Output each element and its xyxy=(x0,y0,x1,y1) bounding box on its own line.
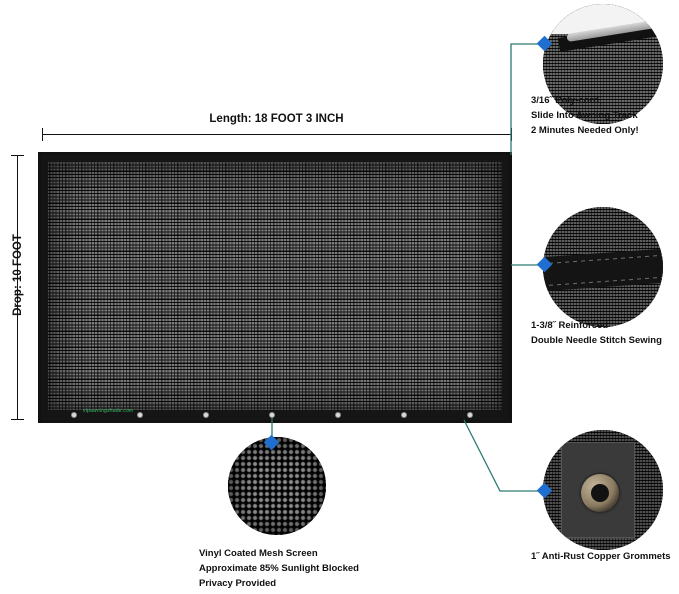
callout-photo-mesh xyxy=(228,437,326,535)
callout-photo-grommet xyxy=(543,430,663,550)
panel-edge-top xyxy=(41,155,509,162)
length-dimension-line xyxy=(42,134,512,135)
callout-caption-grommet xyxy=(531,549,671,564)
callout-caption-line: 3/16˝ Poly-cord, xyxy=(531,95,602,106)
length-dimension-cap-right xyxy=(511,128,512,141)
callout-caption-stitching xyxy=(531,318,662,348)
grommet-marker xyxy=(401,412,407,418)
grommet-marker xyxy=(467,412,473,418)
callout-caption-mesh xyxy=(199,546,359,591)
grommet-marker xyxy=(137,412,143,418)
callout-caption-line: Vinyl Coated Mesh Screen xyxy=(199,548,318,559)
callout-caption-line: Privacy Provided xyxy=(199,578,277,589)
length-dimension-label: Length: 18 FOOT 3 INCH xyxy=(209,113,344,125)
callout-caption-line: Double Needle Stitch Sewing xyxy=(531,335,662,346)
copper-grommet-ring xyxy=(581,474,619,512)
grommet-marker xyxy=(269,412,275,418)
callout-caption-line: Approximate 85% Sunlight Blocked xyxy=(199,563,359,574)
callout-photo-stitching xyxy=(543,207,663,327)
callout-caption-line: 1˝ Anti-Rust Copper Grommets xyxy=(531,551,671,562)
callout-caption-line: 2 Minutes Needed Only! xyxy=(531,125,639,136)
panel-edge-right xyxy=(502,155,509,420)
callout-caption-line: 1-3/8˝ Reinforced xyxy=(531,320,609,331)
drop-dimension-label: Drop: 10 FOOT xyxy=(12,234,24,316)
awning-shade-panel xyxy=(38,152,512,423)
drop-dimension-cap-bottom xyxy=(11,419,24,420)
length-dimension-cap-left xyxy=(42,128,43,141)
callout-caption-line: Slide Into Awning Track xyxy=(531,110,638,121)
mesh-closeup-texture xyxy=(228,437,326,535)
grommet-hole xyxy=(591,484,609,502)
mesh-fabric-texture xyxy=(46,160,504,415)
callout-caption-polycord xyxy=(531,93,639,138)
grommet-marker xyxy=(203,412,209,418)
drop-dimension-cap-top xyxy=(11,155,24,156)
grommet-marker xyxy=(71,412,77,418)
panel-edge-left xyxy=(41,155,48,420)
brand-watermark: vipawningshade.com xyxy=(83,408,134,414)
grommet-marker xyxy=(335,412,341,418)
